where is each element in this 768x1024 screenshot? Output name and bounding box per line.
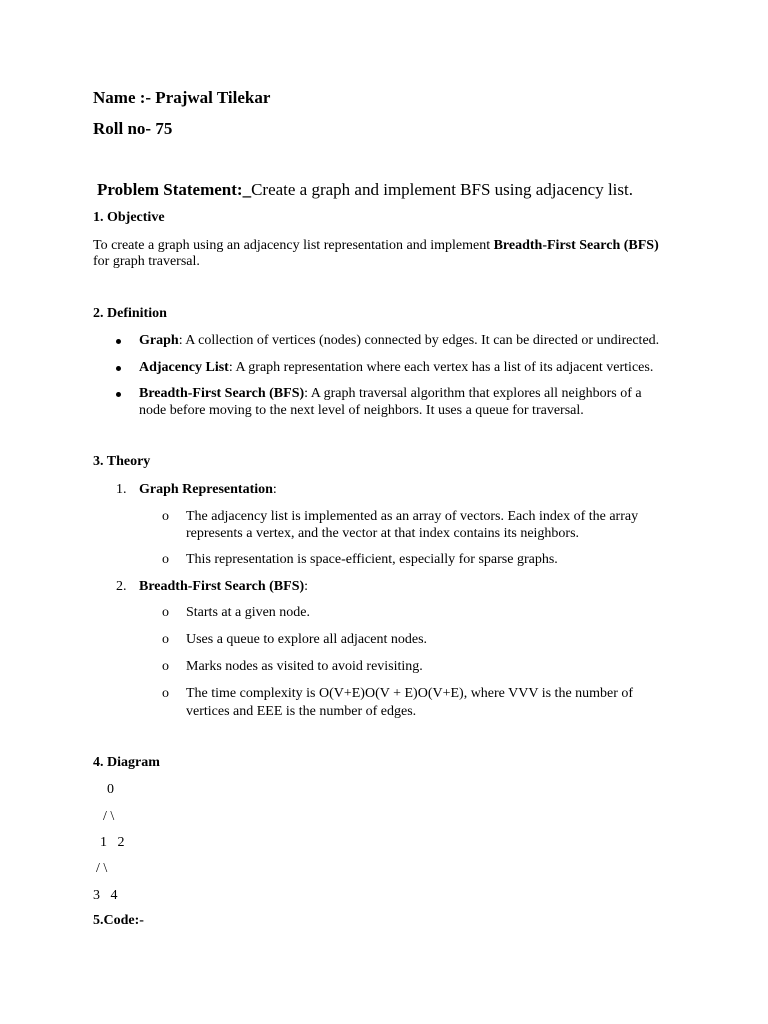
sub-bullet-marker: o bbox=[162, 605, 169, 620]
objective-heading: 1. Objective bbox=[93, 210, 165, 225]
problem-statement-text: Create a graph and implement BFS using adjacency list. bbox=[251, 180, 633, 199]
sub-bullet-marker: o bbox=[162, 552, 169, 567]
diagram-line: 1 2 bbox=[100, 835, 125, 850]
student-name: Name :- Prajwal Tilekar bbox=[93, 88, 271, 107]
theory-item-number: 1. bbox=[116, 482, 127, 497]
theory-term-suffix: : bbox=[272, 482, 277, 497]
sub-bullet-marker: o bbox=[162, 632, 169, 647]
theory-subitem: The time complexity is O(V+E)O(V + E)O(V+E), where VVV is the number of bbox=[186, 686, 634, 701]
theory-item-graph-representation bbox=[139, 481, 277, 498]
definition-term: Graph bbox=[139, 333, 179, 348]
problem-statement-label: Problem Statement:_ bbox=[97, 180, 252, 199]
theory-subitem: Uses a queue to explore all adjacent nodes. bbox=[186, 632, 428, 647]
definition-item-graph bbox=[139, 332, 659, 349]
definition-term: Breadth-First Search (BFS) bbox=[139, 386, 305, 401]
definition-term: Adjacency List bbox=[139, 360, 229, 375]
theory-heading: 3. Theory bbox=[93, 454, 151, 469]
diagram-heading: 4. Diagram bbox=[93, 755, 160, 770]
diagram-line: / \ bbox=[96, 861, 108, 876]
definition-text: : A graph representation where each vertex has a list of its adjacent vertices. bbox=[228, 360, 654, 375]
theory-term-suffix: : bbox=[304, 579, 309, 594]
theory-subitem: The adjacency list is implemented as an array of vectors. Each index of the array bbox=[186, 509, 639, 524]
theory-subitem: Marks nodes as visited to avoid revisiting. bbox=[186, 659, 423, 674]
definition-text: : A graph traversal algorithm that explores all neighbors of a bbox=[304, 386, 642, 401]
theory-item-bfs bbox=[139, 578, 308, 595]
code-heading: 5.Code:- bbox=[93, 913, 144, 928]
theory-subitem: Starts at a given node. bbox=[186, 605, 311, 620]
diagram-line: / \ bbox=[103, 809, 115, 824]
definition-item-adjacency-list bbox=[139, 359, 653, 376]
objective-bfs-term: Breadth-First Search (BFS) bbox=[493, 238, 659, 253]
definition-item-bfs-line-2: node before moving to the next level of neighbors. It uses a queue for traversal. bbox=[139, 403, 584, 418]
theory-term: Breadth-First Search (BFS) bbox=[139, 579, 305, 594]
objective-text: To create a graph using an adjacency list representation and implement bbox=[93, 238, 494, 253]
diagram-line: 0 bbox=[107, 782, 114, 797]
theory-subitem: This representation is space-efficient, especially for sparse graphs. bbox=[186, 552, 558, 567]
bullet-icon bbox=[116, 366, 121, 371]
objective-line-1 bbox=[93, 237, 659, 254]
sub-bullet-marker: o bbox=[162, 659, 169, 674]
theory-subitem-line-2: represents a vertex, and the vector at that index contains its neighbors. bbox=[186, 526, 580, 541]
theory-term: Graph Representation bbox=[139, 482, 273, 497]
definition-item-bfs bbox=[139, 385, 642, 402]
objective-line-2: for graph traversal. bbox=[93, 254, 200, 269]
theory-item-number: 2. bbox=[116, 579, 127, 594]
definition-heading: 2. Definition bbox=[93, 306, 167, 321]
roll-number: Roll no- 75 bbox=[93, 119, 173, 138]
bullet-icon bbox=[116, 392, 121, 397]
diagram-line: 3 4 bbox=[93, 888, 118, 903]
problem-statement bbox=[97, 180, 633, 200]
definition-text: : A collection of vertices (nodes) connected by edges. It can be directed or undirected. bbox=[178, 333, 660, 348]
sub-bullet-marker: o bbox=[162, 509, 169, 524]
sub-bullet-marker: o bbox=[162, 686, 169, 701]
bullet-icon bbox=[116, 339, 121, 344]
theory-subitem-line-2: vertices and EEE is the number of edges. bbox=[186, 704, 417, 719]
